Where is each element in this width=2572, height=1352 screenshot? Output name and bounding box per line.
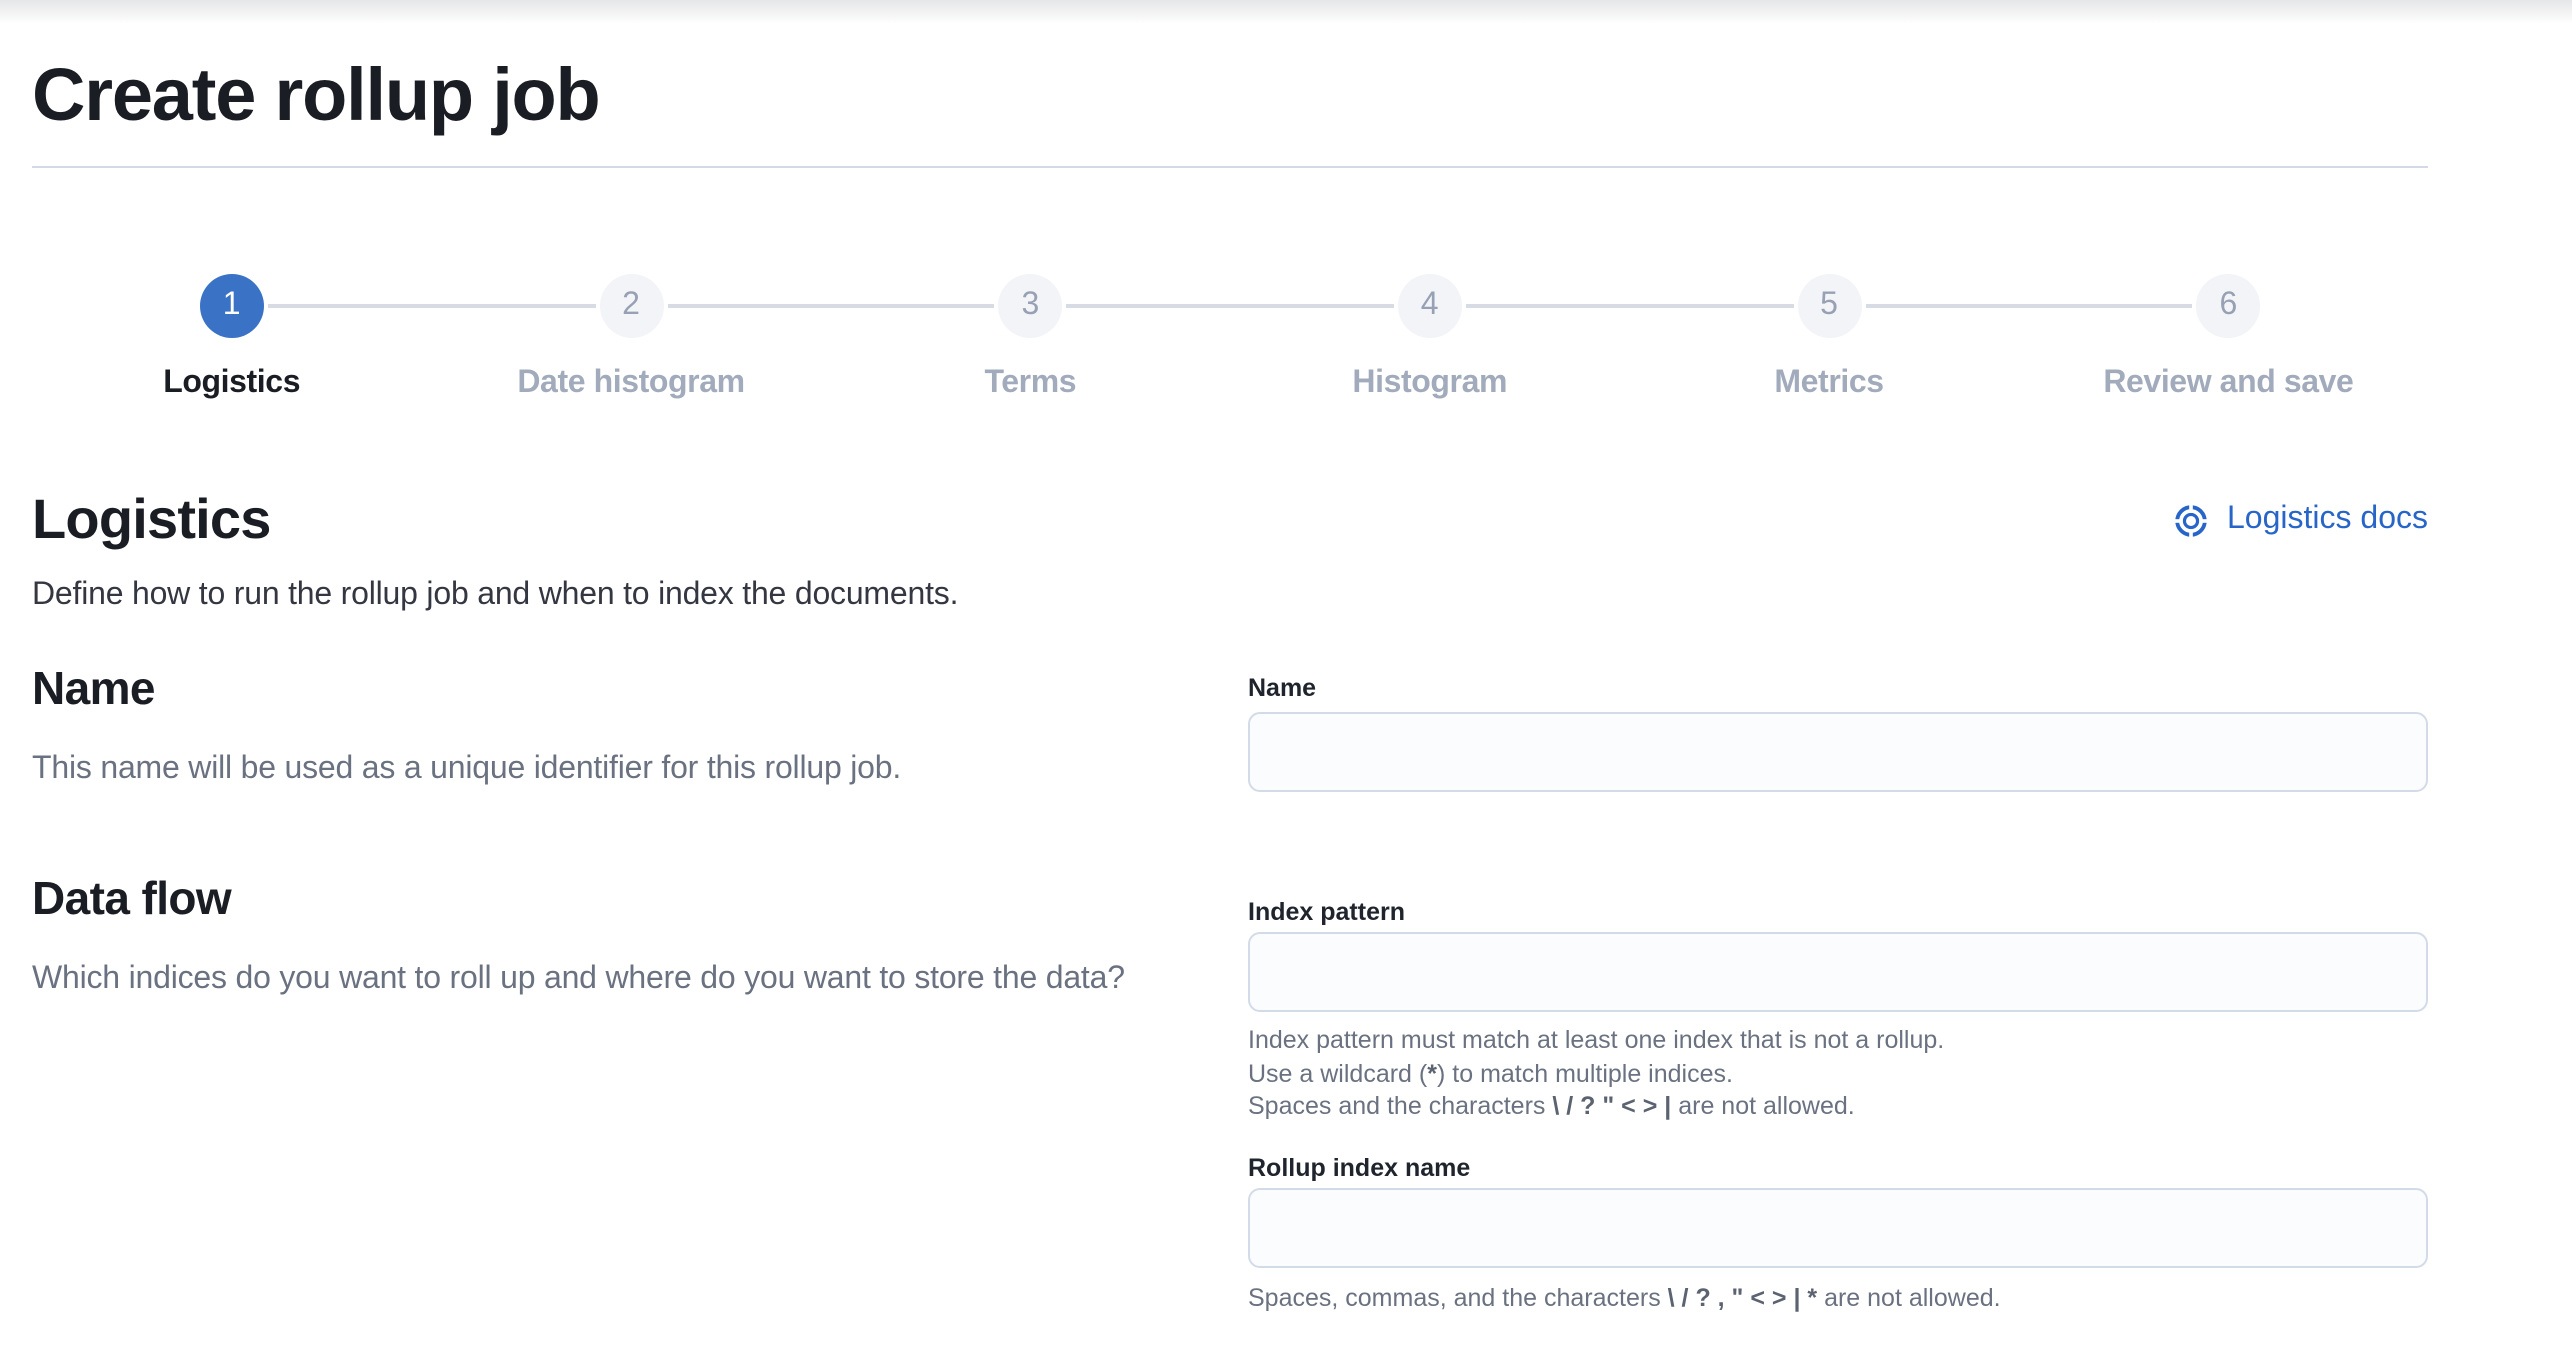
- index-pattern-input[interactable]: [1248, 932, 2428, 1012]
- step-label: Histogram: [1352, 366, 1508, 400]
- step-label: Terms: [984, 366, 1077, 400]
- index-pattern-field-label: Index pattern: [1248, 898, 1405, 926]
- logistics-docs-link-label: Logistics docs: [2227, 502, 2428, 536]
- step-number-badge: 2: [599, 274, 663, 338]
- step-connector: [1629, 304, 1793, 308]
- step-connector: [1865, 304, 2029, 308]
- step-connector: [667, 304, 831, 308]
- step-connector: [268, 304, 432, 308]
- step-terms[interactable]: [831, 274, 1230, 404]
- wizard-step-indicator: [32, 274, 2428, 404]
- data-flow-form-group: [32, 870, 2428, 1314]
- name-field-label: Name: [1248, 674, 1317, 702]
- step-logistics[interactable]: [32, 274, 431, 404]
- name-group-fields: [1248, 660, 2428, 792]
- step-connector: [2029, 304, 2193, 308]
- step-connector: [831, 304, 995, 308]
- help-line: Spaces, commas, and the characters \ / ? , " < > | * are not allowed.: [1248, 1283, 2001, 1311]
- step-connector: [1230, 304, 1394, 308]
- step-review-and-save[interactable]: [2029, 274, 2428, 404]
- divider: [32, 166, 2428, 168]
- step-label: Metrics: [1774, 366, 1884, 400]
- rollup-index-name-help-text: [1248, 1281, 2428, 1314]
- step-connector: [1466, 304, 1630, 308]
- name-input[interactable]: [1248, 712, 2428, 792]
- page-content: [32, 0, 2428, 1314]
- help-line: Use a wildcard (*) to match multiple indices.: [1248, 1059, 1733, 1087]
- step-number-badge: 5: [1797, 274, 1861, 338]
- step-label: Review and save: [2103, 366, 2354, 400]
- step-connector: [431, 304, 595, 308]
- rollup-index-name-input[interactable]: [1248, 1187, 2428, 1267]
- step-number-badge: 6: [2196, 274, 2260, 338]
- name-form-group: [32, 660, 2428, 792]
- section-title: Logistics: [32, 488, 271, 550]
- name-group-info: [32, 660, 1200, 792]
- name-group-description: This name will be used as a unique identifier for this rollup job.: [32, 752, 902, 786]
- step-date-histogram[interactable]: [431, 274, 830, 404]
- data-flow-group-info: [32, 870, 1200, 1314]
- step-connector: [1066, 304, 1230, 308]
- page-title: Create rollup job: [32, 54, 600, 136]
- logistics-docs-link[interactable]: [2173, 502, 2428, 538]
- data-flow-group-title: Data flow: [32, 872, 232, 924]
- rollup-index-name-field-label: Rollup index name: [1248, 1153, 1471, 1181]
- help-line: Index pattern must match at least one index that is not a rollup.: [1248, 1026, 1945, 1054]
- section-header: [32, 484, 2428, 556]
- help-icon: [2173, 503, 2207, 537]
- step-number-badge: 4: [1398, 274, 1462, 338]
- name-group-title: Name: [32, 662, 155, 714]
- data-flow-group-description: Which indices do you want to roll up and where do you want to store the data?: [32, 962, 1125, 996]
- step-label: Date histogram: [517, 366, 745, 400]
- index-pattern-help-text: [1248, 1024, 2428, 1123]
- step-number-badge: 3: [998, 274, 1062, 338]
- step-histogram[interactable]: [1230, 274, 1629, 404]
- step-metrics[interactable]: [1629, 274, 2028, 404]
- section-description: Define how to run the rollup job and when to index the documents.: [32, 578, 959, 612]
- help-line: Spaces and the characters \ / ? " < > | are not allowed.: [1248, 1092, 1855, 1120]
- data-flow-group-fields: [1248, 870, 2428, 1314]
- step-number-badge: 1: [200, 274, 264, 338]
- step-label: Logistics: [163, 366, 301, 400]
